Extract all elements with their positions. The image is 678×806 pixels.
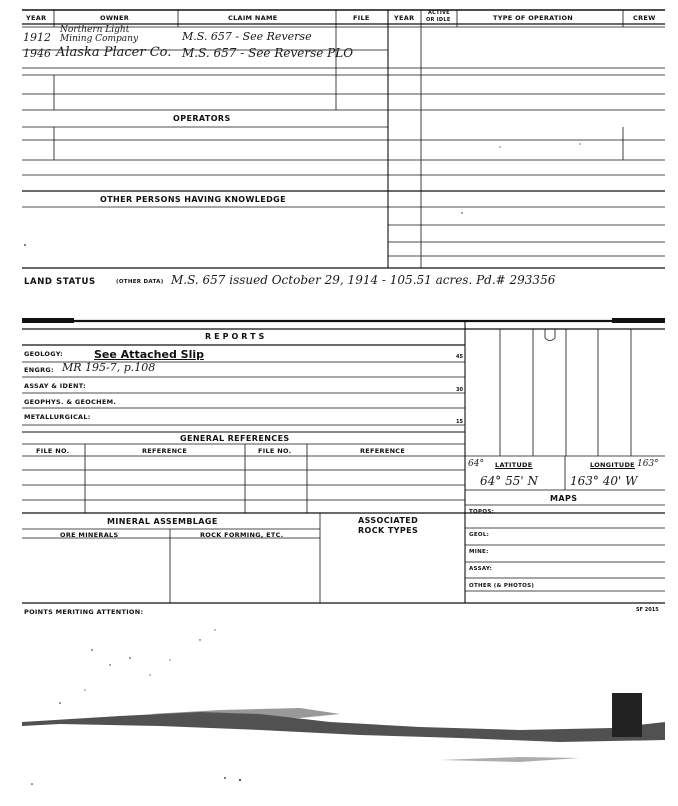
col-reference-2: REFERENCE <box>360 447 406 455</box>
maps-title: MAPS <box>550 494 578 503</box>
geology-value: See Attached Slip <box>94 348 204 361</box>
maps-topos: TOPOS: <box>469 509 495 515</box>
header-claim-name: CLAIM NAME <box>228 14 278 22</box>
points-meriting-attention-label: POINTS MERITING ATTENTION: <box>24 608 144 616</box>
entry-1-claim: M.S. 657 - See Reverse <box>182 30 312 43</box>
row-number-30: 30 <box>456 387 463 393</box>
header-or-idle: OR IDLE <box>426 17 451 23</box>
other-persons-label: OTHER PERSONS HAVING KNOWLEDGE <box>100 195 286 204</box>
row-number-45: 45 <box>456 354 463 360</box>
entry-2-owner: Alaska Placer Co. <box>56 45 172 60</box>
header-year: YEAR <box>26 14 47 22</box>
scan-artifact <box>22 693 665 762</box>
header-active: ACTIVE <box>428 10 450 16</box>
col-file-no-1: FILE NO. <box>36 447 70 455</box>
longitude-value: 163° 40' W <box>570 474 638 488</box>
entry-2-claim: M.S. 657 - See Reverse PLO <box>182 46 354 60</box>
entry-1-year: 1912 <box>23 31 51 44</box>
latitude-label: LATITUDE <box>495 461 533 469</box>
col-file-no-2: FILE NO. <box>258 447 292 455</box>
entry-1-owner-line2: Mining Company <box>60 34 139 44</box>
maps-geol: GEOL: <box>469 532 490 538</box>
engrg-label: ENGRG: <box>24 366 54 374</box>
maps-assay: ASSAY: <box>469 566 493 572</box>
ore-minerals-label: ORE MINERALS <box>60 531 119 539</box>
land-status-sublabel: (OTHER DATA) <box>116 279 164 285</box>
header-year-2: YEAR <box>394 14 415 22</box>
metallurgical-label: METALLURGICAL: <box>24 413 91 421</box>
general-references-title: GENERAL REFERENCES <box>180 434 290 443</box>
longitude-suffix: 163° <box>637 459 659 469</box>
latitude-prefix: 64° <box>468 459 484 469</box>
assay-label: ASSAY & IDENT: <box>24 382 86 390</box>
header-type-of-operation: TYPE OF OPERATION <box>493 14 574 22</box>
form-code: SF 2015 <box>636 607 659 613</box>
land-status-value: M.S. 657 issued October 29, 1914 - 105.51 acres. Pd.# 293356 <box>171 273 556 287</box>
associated-label: ASSOCIATED <box>358 516 419 525</box>
header-crew: CREW <box>633 14 656 22</box>
engrg-value: MR 195-7, p.108 <box>62 361 156 374</box>
mineral-assemblage-title: MINERAL ASSEMBLAGE <box>107 517 218 526</box>
entry-2-year: 1946 <box>23 47 51 60</box>
geophys-label: GEOPHYS. & GEOCHEM. <box>24 398 117 406</box>
header-file: FILE <box>353 14 370 22</box>
maps-other: OTHER (& PHOTOS) <box>469 583 535 589</box>
header-owner: OWNER <box>100 14 130 22</box>
operators-label: OPERATORS <box>173 114 231 123</box>
entry-1-owner-line1: Northern Light <box>60 25 130 35</box>
longitude-label: LONGITUDE <box>590 461 635 469</box>
rock-types-label: ROCK TYPES <box>358 526 419 535</box>
reports-title: REPORTS <box>205 332 268 341</box>
rock-forming-label: ROCK FORMING, ETC. <box>200 531 284 539</box>
row-number-15: 15 <box>456 419 463 425</box>
col-reference-1: REFERENCE <box>142 447 188 455</box>
geology-label: GEOLOGY: <box>24 350 64 358</box>
maps-mine: MINE: <box>469 549 489 555</box>
latitude-value: 64° 55' N <box>480 474 538 488</box>
land-status-label: LAND STATUS <box>24 277 96 287</box>
